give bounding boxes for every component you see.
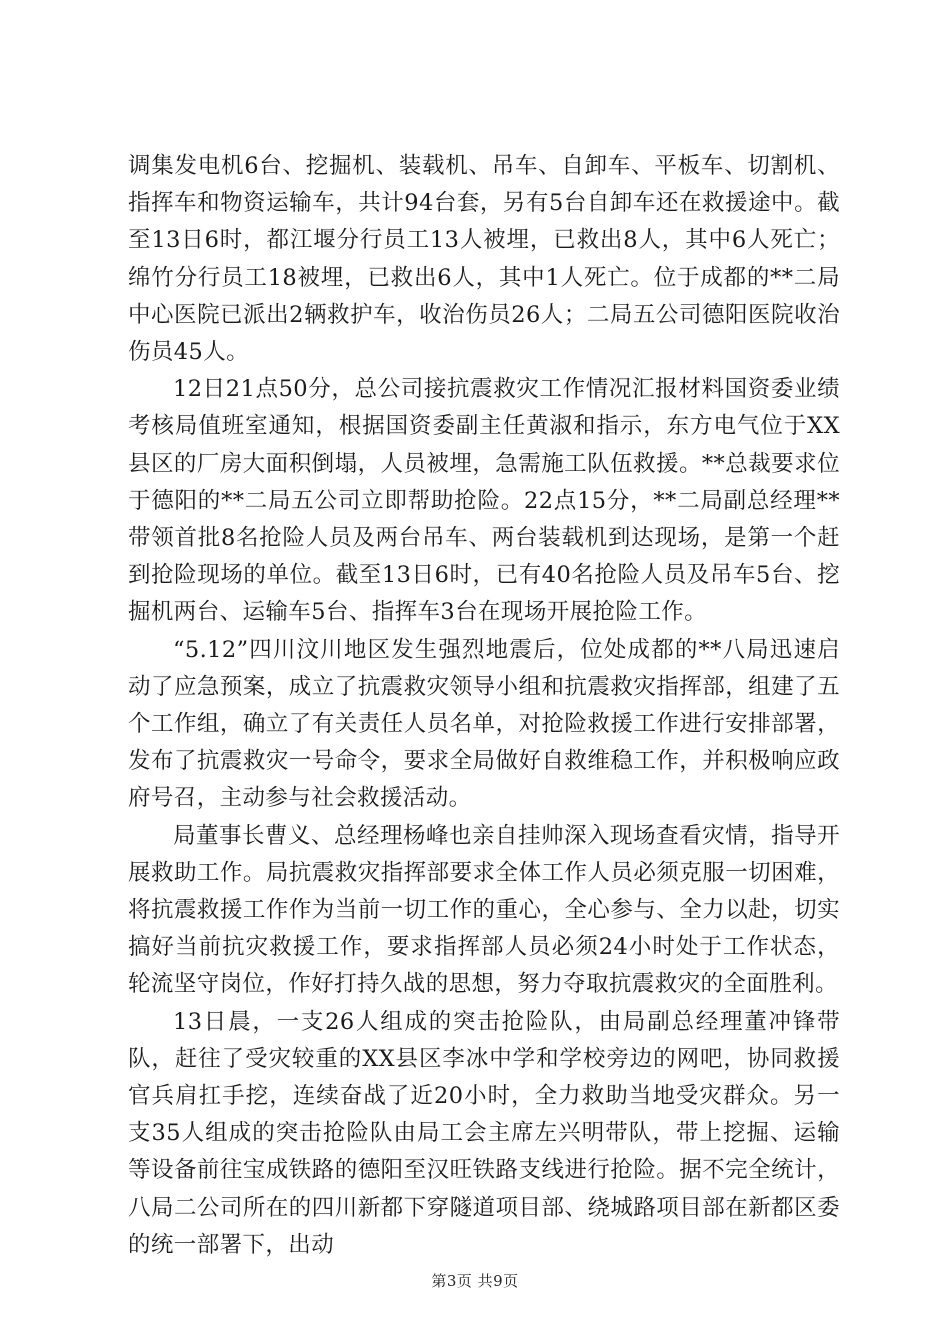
paragraph-1: 调集发电机6台、挖掘机、装载机、吊车、自卸车、平板车、切割机、指挥车和物资运输车，共计94台套，另有5台自卸车还在救援途中。截至13日6时，都江堰分行员工13人被埋，已救出8人，其中6人死亡；绵竹分行员工18被埋，已救出6人，其中1人死亡。位于成都的**二局中心医院已派出2辆救护车，收治伤员26人；二局五公司德阳医院收治伤员45人。 [128, 153, 840, 366]
paragraph-5: 13日晨，一支26人组成的突击抢险队，由局副总经理董冲锋带队，赶往了受灾较重的XX县区李冰中学和学校旁边的网吧，协同救援官兵肩扛手挖，连续奋战了近20小时，全力救助当地受灾群众。另一支35人组成的突击抢险队由局工会主席左兴明带队，带上挖掘、运输等设备前往宝成铁路的德阳至汉旺铁路支线进行抢险。据不完全统计，八局二公司所在的四川新都下穿隧道项目部、绕城路项目部在新都区委的统一部署下，出动 [128, 1008, 840, 1258]
paragraph-4: 局董事长曹义、总经理杨峰也亲自挂帅深入现场查看灾情，指导开展救助工作。局抗震救灾指挥部要求全体工作人员必须克服一切困难，将抗震救援工作作为当前一切工作的重心，全心参与、全力以赴，切实搞好当前抗灾救援工作，要求指挥部人员必须24小时处于工作状态，轮流坚守岗位，作好打持久战的思想，努力夺取抗震救灾的全面胜利。 [128, 822, 840, 998]
paragraph-2: 12日21点50分，总公司接抗震救灾工作情况汇报材料国资委业绩考核局值班室通知，根据国资委副主任黄淑和指示，东方电气位于XX县区的厂房大面积倒塌，人员被埋，急需施工队伍救援。**总裁要求位于德阳的**二局五公司立即帮助抢险。22点15分，**二局副总经理**带领首批8名抢险人员及两台吊车、两台装载机到达现场，是第一个赶到抢险现场的单位。截至13日6时，已有40名抢险人员及吊车5台、挖掘机两台、运输车5台、指挥车3台在现场开展抢险工作。 [128, 376, 840, 626]
paragraph-3: “5.12”四川汶川地区发生强烈地震后，位处成都的**八局迅速启动了应急预案，成立了抗震救灾领导小组和抗震救灾指挥部，组建了五个工作组，确立了有关责任人员名单，对抢险救援工作进行安排部署，发布了抗震救灾一号命令，要求全局做好自救维稳工作，并积极响应政府号召，主动参与社会救援活动。 [128, 636, 840, 812]
page-number-footer: 第3页 共9页 [431, 1272, 519, 1290]
document-body [128, 148, 840, 1264]
